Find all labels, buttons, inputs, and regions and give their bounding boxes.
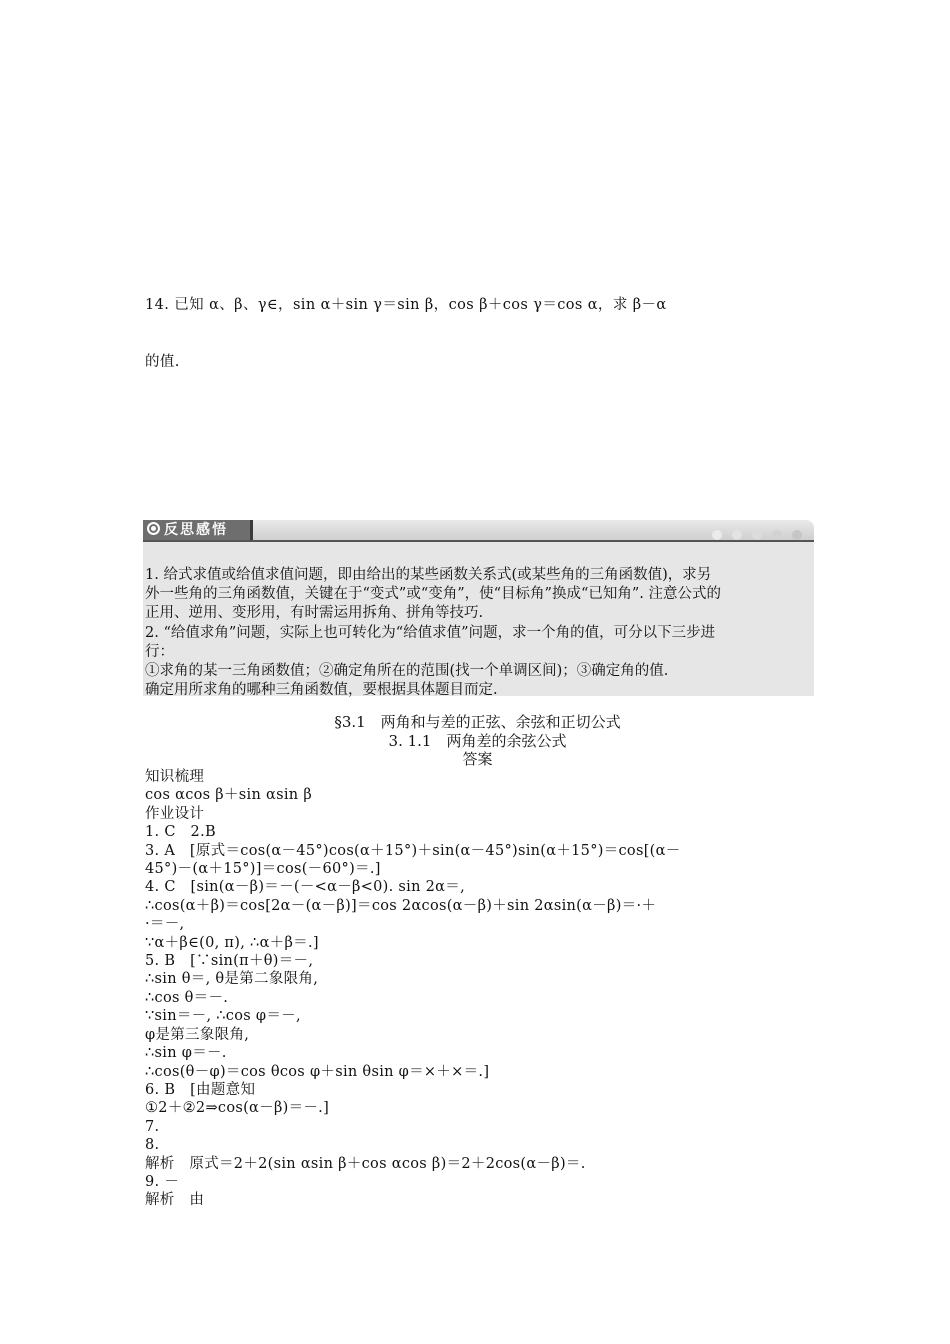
answer-line: 1. C 2.B xyxy=(145,824,216,841)
answer-line: 9. － xyxy=(145,1173,180,1190)
answer-line: 5. B [∵sin(π＋θ)＝－, xyxy=(145,953,314,970)
answer-line: 4. C [sin(α－β)＝－(－<α－β<0). sin 2α＝, xyxy=(145,879,465,896)
answer-line: ∵α＋β∈(0, π), ∴α＋β＝.] xyxy=(145,934,319,951)
answer-line: ∵sin＝－, ∴cos φ＝－, xyxy=(145,1008,301,1025)
question-14-line-2: 的值. xyxy=(145,354,180,370)
answer-line: 作业设计 xyxy=(145,805,205,822)
dot-icon xyxy=(712,530,722,540)
answer-line: ∴sin θ＝, θ是第二象限角, xyxy=(145,971,319,988)
dot-icon xyxy=(732,530,742,540)
answer-line: ·＝－, xyxy=(145,916,185,933)
answer-heading: 答案 xyxy=(462,750,493,768)
dot-icon xyxy=(772,530,782,540)
answer-line: ∴cos θ＝－. xyxy=(145,989,229,1006)
reflection-line: 1. 给式求值或给值求值问题，即由给出的某些函数关系式(或某些角的三角函数值)，求另 xyxy=(145,567,712,583)
answer-line: 知识梳理 xyxy=(145,769,205,785)
reflection-line: 2. “给值求角”问题，实际上也可转化为“给值求值”问题，求一个角的值，可分以下三步进 xyxy=(145,624,716,641)
reflection-line: 确定用所求角的哪种三角函数值，要根据具体题目而定. xyxy=(145,682,498,699)
question-14-line-1: 14. 已知 α、β、γ∈，sin α＋sin γ＝sin β，cos β＋cos γ＝cos α，求 β－α xyxy=(145,297,667,313)
answer-line: 8. xyxy=(145,1137,160,1154)
reflection-line: 正用、逆用、变形用，有时需运用拆角、拼角等技巧. xyxy=(145,605,484,622)
answer-line: cos αcos β＋sin αsin β xyxy=(145,787,313,804)
answer-line: 解析 原式＝2＋2(sin αsin β＋cos αcos β)＝2＋2cos(α－β)＝. xyxy=(145,1155,586,1172)
answer-line: 3. A [原式＝cos(α－45°)cos(α＋15°)＋sin(α－45°)sin(α＋15°)＝cos[(α－ xyxy=(145,842,681,859)
answer-line: 解析 由 xyxy=(145,1192,205,1209)
reflection-tag-label: 反思感悟 xyxy=(164,522,228,538)
answer-line: ∴sin φ＝－. xyxy=(145,1045,227,1062)
answer-line: ∴cos(θ－φ)＝cos θcos φ＋sin θsin φ＝×＋×＝.] xyxy=(145,1063,490,1080)
answer-line: ∴cos(α＋β)＝cos[2α－(α－β)]＝cos 2αcos(α－β)＋sin 2αsin(α－β)＝·＋ xyxy=(145,897,657,914)
reflection-text xyxy=(145,566,813,700)
subsection-title: 3. 1.1 两角差的余弦公式 xyxy=(388,732,567,750)
reflection-line: 行： xyxy=(145,643,174,660)
reflection-tag xyxy=(143,520,253,540)
answer-line: φ是第三象限角, xyxy=(145,1026,250,1043)
dot-icon xyxy=(752,530,762,540)
answers-block xyxy=(145,768,815,1210)
answer-line: 7. xyxy=(145,1118,160,1135)
reflection-line: ①求角的某一三角函数值；②确定角所在的范围(找一个单调区间)；③确定角的值. xyxy=(145,663,669,680)
answer-line: 6. B [由题意知 xyxy=(145,1081,256,1098)
reflection-line: 外一些角的三角函数值，关键在于“变式”或“变角”，使“目标角”换成“已知角”. 注意公式的 xyxy=(145,586,722,603)
reflection-header-bar xyxy=(143,520,814,540)
answer-line: 45°)－(α＋15°)]＝cos(－60°)＝.] xyxy=(145,861,381,878)
answer-line: ①2＋②2⇒cos(α－β)＝－.] xyxy=(145,1100,330,1117)
section-title: §3.1 两角和与差的正弦、余弦和正切公式 xyxy=(334,713,621,731)
dot-icon xyxy=(792,530,802,540)
question-14 xyxy=(145,258,810,391)
bullet-circle-icon xyxy=(147,522,160,535)
